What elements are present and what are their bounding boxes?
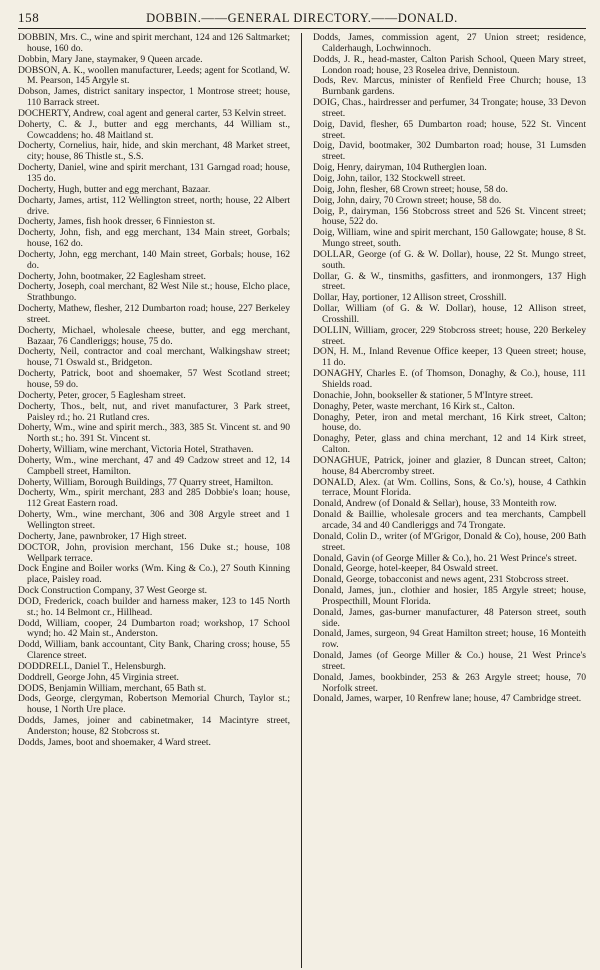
directory-entry: Doherty, Wm., wine merchant, 47 and 49 Cadzow street and 12, 14 Campbell street, Hamilton. [18,454,290,477]
directory-entry: Dodds, J. R., head-master, Calton Parish School, Queen Mary street, London road; house, 23 Roselea drive, Dennistoun. [313,53,586,76]
directory-entry: Dods, Rev. Marcus, minister of Renfield Free Church; house, 13 Burnbank gardens. [313,75,586,98]
directory-entry: Dodd, William, bank accountant, City Bank, Charing cross; house, 55 Clarence street. [18,639,290,662]
directory-entry: Docherty, James, fish hook dresser, 6 Finnieston st. [18,216,215,228]
directory-entry: Docherty, Thos., belt, nut, and rivet manufacturer, 3 Park street, Paisley rd.; ho. 21 Rutland cres. [18,400,290,423]
right-column [313,33,586,705]
directory-entry: Donald, Gavin (of George Miller & Co.), ho. 21 West Prince's street. [313,552,577,564]
directory-entry: Doherty, Wm., wine merchant, 306 and 308 Argyle street and 1 Wellington street. [18,509,290,531]
directory-entry: DOIG, Chas., hairdresser and perfumer, 34 Trongate; house, 33 Devon street. [313,97,586,119]
directory-entry: Doig, P., dairyman, 156 Stobcross street and 526 St. Vincent street; house, 522 do. [313,205,586,228]
column-divider [301,33,302,968]
directory-entry: Dollar, Hay, portioner, 12 Allison street, Crosshill. [313,292,507,304]
directory-entry: Dodd, William, cooper, 24 Dumbarton road; workshop, 17 School wynd; ho. 42 Main st., Anderston. [18,617,290,640]
directory-entry: Doherty, Wm., wine and spirit merch., 383, 385 St. Vincent st. and 90 North st.; ho. 391 St. Vincent st. [18,422,290,445]
directory-entry: Docherty, Daniel, wine and spirit merchant, 131 Garngad road; house, 135 do. [18,162,290,184]
directory-entry: Docherty, Patrick, boot and shoemaker, 57 West Scotland street; house, 59 do. [18,368,290,390]
directory-entry: Doig, Henry, dairyman, 104 Rutherglen loan. [313,162,487,174]
page-header [18,8,586,29]
directory-entry: Donald, James, jun., clothier and hosier, 185 Argyle street; house, Prospecthill, Mount Florida. [313,585,586,607]
directory-entry: DOLLAR, George (of G. & W. Dollar), house, 22 St. Mungo street, south. [313,248,586,271]
directory-entry: Doig, David, bootmaker, 302 Dumbarton road; house, 31 Lumsden street. [313,140,586,163]
directory-entry: Doig, David, flesher, 65 Dumbarton road; house, 522 St. Vincent street. [313,118,586,141]
directory-entry: Docherty, Joseph, coal merchant, 82 West Nile st.; house, Elcho place, Strathbungo. [18,281,290,304]
directory-entry: Doig, William, wine and spirit merchant, 150 Gallowgate; house, 8 St. Mungo street, south. [313,227,586,250]
directory-entry: DON, H. M., Inland Revenue Office keeper, 13 Queen street; house, 11 do. [313,346,586,369]
directory-entry: Doig, John, flesher, 68 Crown street; house, 58 do. [313,183,508,195]
directory-entry: Dollar, G. & W., tinsmiths, gasfitters, and ironmongers, 137 High street. [313,270,586,293]
directory-entry: Docherty, Peter, grocer, 5 Eaglesham street. [18,389,186,401]
directory-entry: Doherty, C. & J., butter and egg merchants, 44 William st., Cowcaddens; ho. 48 Maitland st. [18,118,290,141]
directory-entry: Donaghy, Peter, iron and metal merchant, 16 Kirk street, Calton; house, do. [313,411,586,434]
directory-entry: Donald, Colin D., writer (of M'Grigor, Donald & Co), house, 200 Bath street. [313,530,586,553]
directory-entry: DONALD, Alex. (at Wm. Collins, Sons, & Co.'s), house, 4 Cathkin terrace, Mount Florida. [313,476,586,499]
directory-entry: Donald, George, hotel-keeper, 84 Oswald street. [313,563,499,575]
directory-entry: Doherty, William, Borough Buildings, 77 Quarry street, Hamilton. [18,476,274,488]
directory-entry: Donald, James, gas-burner manufacturer, 48 Paterson street, south side. [313,606,586,629]
directory-entry: Donald, James, warper, 10 Renfrew lane; house, 47 Cambridge street. [313,693,582,705]
directory-entry: Donald, Andrew (of Donald & Sellar), house, 33 Monteith row. [313,498,557,510]
directory-entry: Docherty, John, fish, and egg merchant, 134 Main street, Gorbals; house, 162 do. [18,227,290,250]
directory-entry: DOD, Frederick, coach builder and harness maker, 123 to 145 North st.; ho. 14 Belmont cr., Hillhead. [18,595,290,618]
directory-entry: Dollar, William (of G. & W. Dollar), house, 12 Allison street, Crosshill. [313,303,586,325]
directory-entry: Dobbin, Mary Jane, staymaker, 9 Queen arcade. [18,53,203,65]
directory-entry: Docherty, Mathew, flesher, 212 Dumbarton road; house, 227 Berkeley street. [18,303,290,325]
directory-entry: DONAGHY, Charles E. (of Thomson, Donaghy, & Co.), house, 111 Shields road. [313,368,586,390]
directory-entry: DOBSON, A. K., woollen manufacturer, Leeds; agent for Scotland, W. M. Pearson, 145 Argyle st. [18,64,290,87]
directory-entry: Docherty, Cornelius, hair, hide, and skin merchant, 48 Market street, city; house, 86 Thistle st., S.S. [18,140,290,163]
directory-entry: Donaghy, Peter, waste merchant, 16 Kirk st., Calton. [313,400,515,412]
directory-entry: DODS, Benjamin William, merchant, 65 Bath st. [18,682,207,694]
directory-entry: Dobson, James, district sanitary inspector, 1 Montrose street; house, 110 Barrack street. [18,86,290,109]
directory-entry: Donald & Baillie, wholesale grocers and tea merchants, Campbell arcade, 34 and 40 Candleriggs and 74 Trongate. [313,509,586,531]
directory-entry: DOLLIN, William, grocer, 229 Stobcross street; house, 220 Berkeley street. [313,324,586,347]
directory-entry: Docherty, John, egg merchant, 140 Main street, Gorbals; house, 162 do. [18,248,290,271]
directory-entry: DOCHERTY, Andrew, coal agent and general carter, 53 Kelvin street. [18,107,287,119]
directory-entry: Docherty, Michael, wholesale cheese, butter, and egg merchant, Bazaar, 76 Candleriggs; house, 75 do. [18,324,290,347]
left-column [18,33,290,749]
directory-entry: Donaghy, Peter, glass and china merchant, 12 and 14 Kirk street, Calton. [313,433,586,456]
directory-entry: DODDRELL, Daniel T., Helensburgh. [18,660,166,672]
directory-entry: Dods, George, clergyman, Robertson Memorial Church, Taylor st.; house, 1 North Ure place. [18,693,290,716]
directory-entry: DOBBIN, Mrs. C., wine and spirit merchant, 124 and 126 Saltmarket; house, 160 do. [18,32,290,54]
directory-entry: Doherty, William, wine merchant, Victoria Hotel, Strathaven. [18,444,254,456]
directory-entry: Doig, John, tailor, 132 Stockwell street. [313,172,466,184]
directory-entry: Docharty, James, artist, 112 Wellington street, north; house, 22 Albert drive. [18,194,290,217]
running-title: DOBBIN.——GENERAL DIRECTORY.——DONALD. [146,11,458,25]
directory-entry: Dodds, James, boot and shoemaker, 4 Ward street. [18,736,211,748]
page-number: 158 [18,10,40,25]
directory-entry: Docherty, Wm., spirit merchant, 283 and 285 Dobbie's loan; house, 112 Great Eastern road. [18,487,290,510]
directory-entry: Dodds, James, commission agent, 27 Union street; residence, Calderhaugh, Lochwinnoch. [313,32,586,54]
directory-entry: Doddrell, George John, 45 Virginia street. [18,671,179,683]
directory-entry: Donald, James, surgeon, 94 Great Hamilton street; house, 16 Monteith row. [313,628,586,651]
directory-entry: Donachie, John, bookseller & stationer, 5 M'Intyre street. [313,389,534,401]
directory-entry: Dock Construction Company, 37 West George st. [18,585,208,597]
directory-entry: Donald, James, bookbinder, 253 & 263 Argyle street; house, 70 Norfolk street. [313,671,586,694]
directory-entry: Docherty, Jane, pawnbroker, 17 High street. [18,530,187,542]
directory-entry: Dodds, James, joiner and cabinetmaker, 14 Macintyre street, Anderston; house, 82 Stobcross st. [18,715,290,737]
directory-entry: Donald, George, tobacconist and news agent, 231 Stobcross street. [313,574,569,586]
directory-entry: DONAGHUE, Patrick, joiner and glazier, 8 Duncan street, Calton; house, 84 Abercromby street. [313,454,586,477]
directory-entry: Donald, James (of George Miller & Co.) house, 21 West Prince's street. [313,650,586,672]
directory-entry: DOCTOR, John, provision merchant, 156 Duke st.; house, 108 Wellpark terrace. [18,541,290,564]
directory-entry: Doig, John, dairy, 70 Crown street; house, 58 do. [313,194,502,206]
directory-entry: Docherty, Neil, contractor and coal merchant, Walkingshaw street; house, 71 Oswald st., Bridgeton. [18,346,290,369]
directory-entry: Dock Engine and Boiler works (Wm. King & Co.), 27 South Kinning place, Paisley road. [18,563,290,586]
directory-entry: Docherty, Hugh, butter and egg merchant, Bazaar. [18,183,211,195]
directory-entry: Docherty, John, bootmaker, 22 Eaglesham street. [18,270,206,282]
